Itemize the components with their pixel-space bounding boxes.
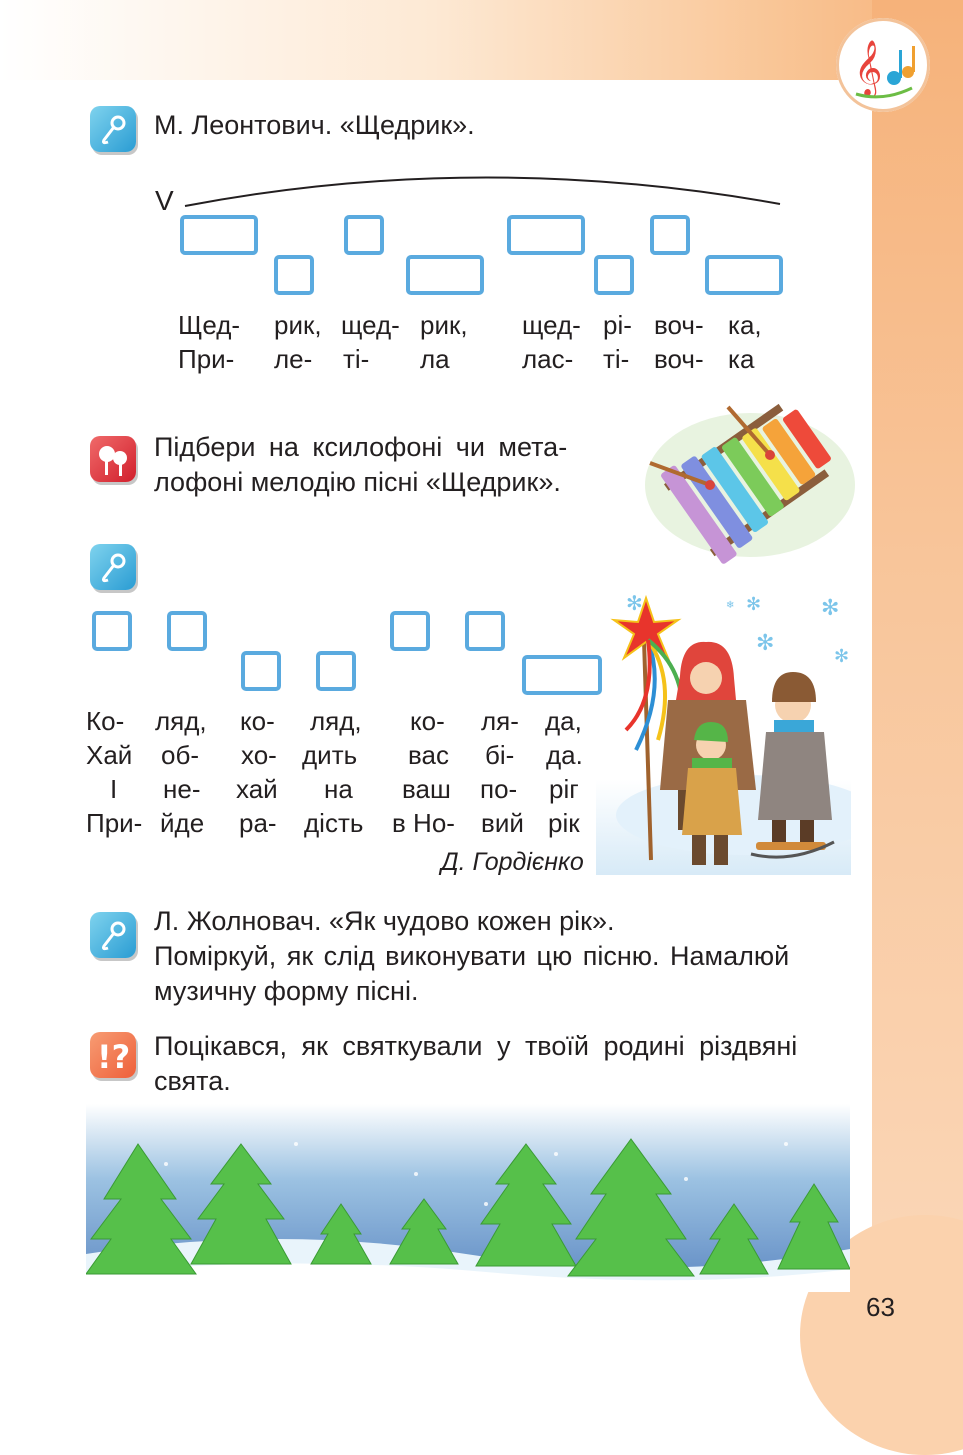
rhythm-box-long xyxy=(406,255,484,295)
syllable: вас xyxy=(408,740,449,770)
syllable: бі- xyxy=(485,740,515,770)
syllable: ка, xyxy=(728,310,762,340)
syllable: в Но- xyxy=(392,808,455,838)
syllable: ті- xyxy=(603,344,630,374)
xylophone-illustration xyxy=(640,395,855,565)
rhythm-box-short xyxy=(274,255,314,295)
question-exclamation-icon xyxy=(90,1032,136,1078)
rhythm-box-long xyxy=(522,655,602,695)
syllable: ле- xyxy=(274,344,313,374)
svg-text:𝄞: 𝄞 xyxy=(854,40,883,96)
rhythm-box-short xyxy=(465,611,505,651)
song-title-line: Л. Жолновач. «Як чудово кожен рік». xyxy=(154,906,615,936)
syllable: ля- xyxy=(481,706,519,736)
syllable: ті- xyxy=(343,344,370,374)
syllable: І xyxy=(110,774,118,804)
svg-text:!?: !? xyxy=(97,1038,131,1076)
syllable: не- xyxy=(163,774,201,804)
syllable: лас- xyxy=(522,344,574,374)
task-text-line: лофоні мелодію пісні «Щедрик». xyxy=(154,467,561,497)
rhythm-box-short xyxy=(167,611,207,651)
music-notes-logo-icon xyxy=(836,18,930,112)
syllable: Щед- xyxy=(178,310,241,340)
syllable: йде xyxy=(160,808,205,838)
microphone-icon xyxy=(90,912,136,958)
microphone-icon xyxy=(90,106,136,152)
rhythm-box-long xyxy=(507,215,585,255)
rhythm-box-short xyxy=(594,255,634,295)
rhythm-box-long xyxy=(180,215,258,255)
syllable: да. xyxy=(546,740,583,770)
svg-text:✻: ✻ xyxy=(746,594,762,614)
rhythm-box-short xyxy=(650,215,690,255)
breath-mark: V xyxy=(155,185,174,216)
song-title-shchedryk: М. Леонтович. «Щедрик». xyxy=(154,110,475,140)
svg-text:❄: ❄ xyxy=(726,600,735,611)
syllable: ляд, xyxy=(310,706,362,736)
maracas-icon xyxy=(90,436,136,482)
syllable: хай xyxy=(236,774,278,804)
top-decor-band xyxy=(0,0,963,80)
syllable: ляд, xyxy=(155,706,207,736)
rhythm-box-long xyxy=(705,255,783,295)
svg-text:✻: ✻ xyxy=(626,593,643,615)
syllable: дість xyxy=(304,808,364,838)
microphone-icon xyxy=(90,544,136,590)
carolers-illustration xyxy=(596,580,851,875)
lyrics-author: Д. Гордієнко xyxy=(441,848,584,876)
rhythm-box-short xyxy=(390,611,430,651)
phrase-slur xyxy=(180,160,790,220)
task-text-line: Поцікався, як святкували у твоїй родині різдвяні xyxy=(154,1031,798,1061)
syllable: по- xyxy=(480,774,518,804)
rhythm-box-short xyxy=(92,611,132,651)
side-decor-band xyxy=(872,0,963,1394)
task-text-line: Підбери на ксилофоні чи мета- xyxy=(154,432,568,462)
syllable: При- xyxy=(178,344,235,374)
syllable: дить xyxy=(302,740,358,770)
rhythm-box-short xyxy=(316,651,356,691)
page-number: 63 xyxy=(866,1292,895,1322)
syllable: да, xyxy=(545,706,582,736)
syllable: щед- xyxy=(522,310,581,340)
task-text-line: свята. xyxy=(154,1066,231,1096)
rhythm-box-short xyxy=(344,215,384,255)
syllable: вий xyxy=(481,808,524,838)
rhythm-box-short xyxy=(241,651,281,691)
syllable: об- xyxy=(161,740,200,770)
task-text-line: Поміркуй, як слід виконувати цю пісню. Намалюй xyxy=(154,941,790,971)
syllable: При- xyxy=(86,808,143,838)
syllable: рик, xyxy=(274,310,322,340)
syllable: хо- xyxy=(241,740,277,770)
syllable: ка xyxy=(728,344,755,374)
winter-forest-illustration xyxy=(86,1104,850,1292)
syllable: воч- xyxy=(654,310,704,340)
syllable: на xyxy=(324,774,353,804)
syllable: ріг xyxy=(549,774,579,804)
syllable: ко- xyxy=(240,706,275,736)
syllable: ла xyxy=(420,344,450,374)
svg-text:✻: ✻ xyxy=(834,646,850,666)
syllable: рі- xyxy=(603,310,632,340)
syllable: Хай xyxy=(86,740,133,770)
syllable: ко- xyxy=(410,706,445,736)
syllable: Ко- xyxy=(86,706,125,736)
svg-text:✻: ✻ xyxy=(821,595,840,620)
syllable: рік xyxy=(548,808,580,838)
syllable: ваш xyxy=(402,774,451,804)
syllable: воч- xyxy=(654,344,704,374)
syllable: щед- xyxy=(341,310,400,340)
syllable: ра- xyxy=(239,808,277,838)
syllable: рик, xyxy=(420,310,468,340)
svg-text:✻: ✻ xyxy=(756,630,775,655)
task-text-line: музичну форму пісні. xyxy=(154,976,419,1006)
